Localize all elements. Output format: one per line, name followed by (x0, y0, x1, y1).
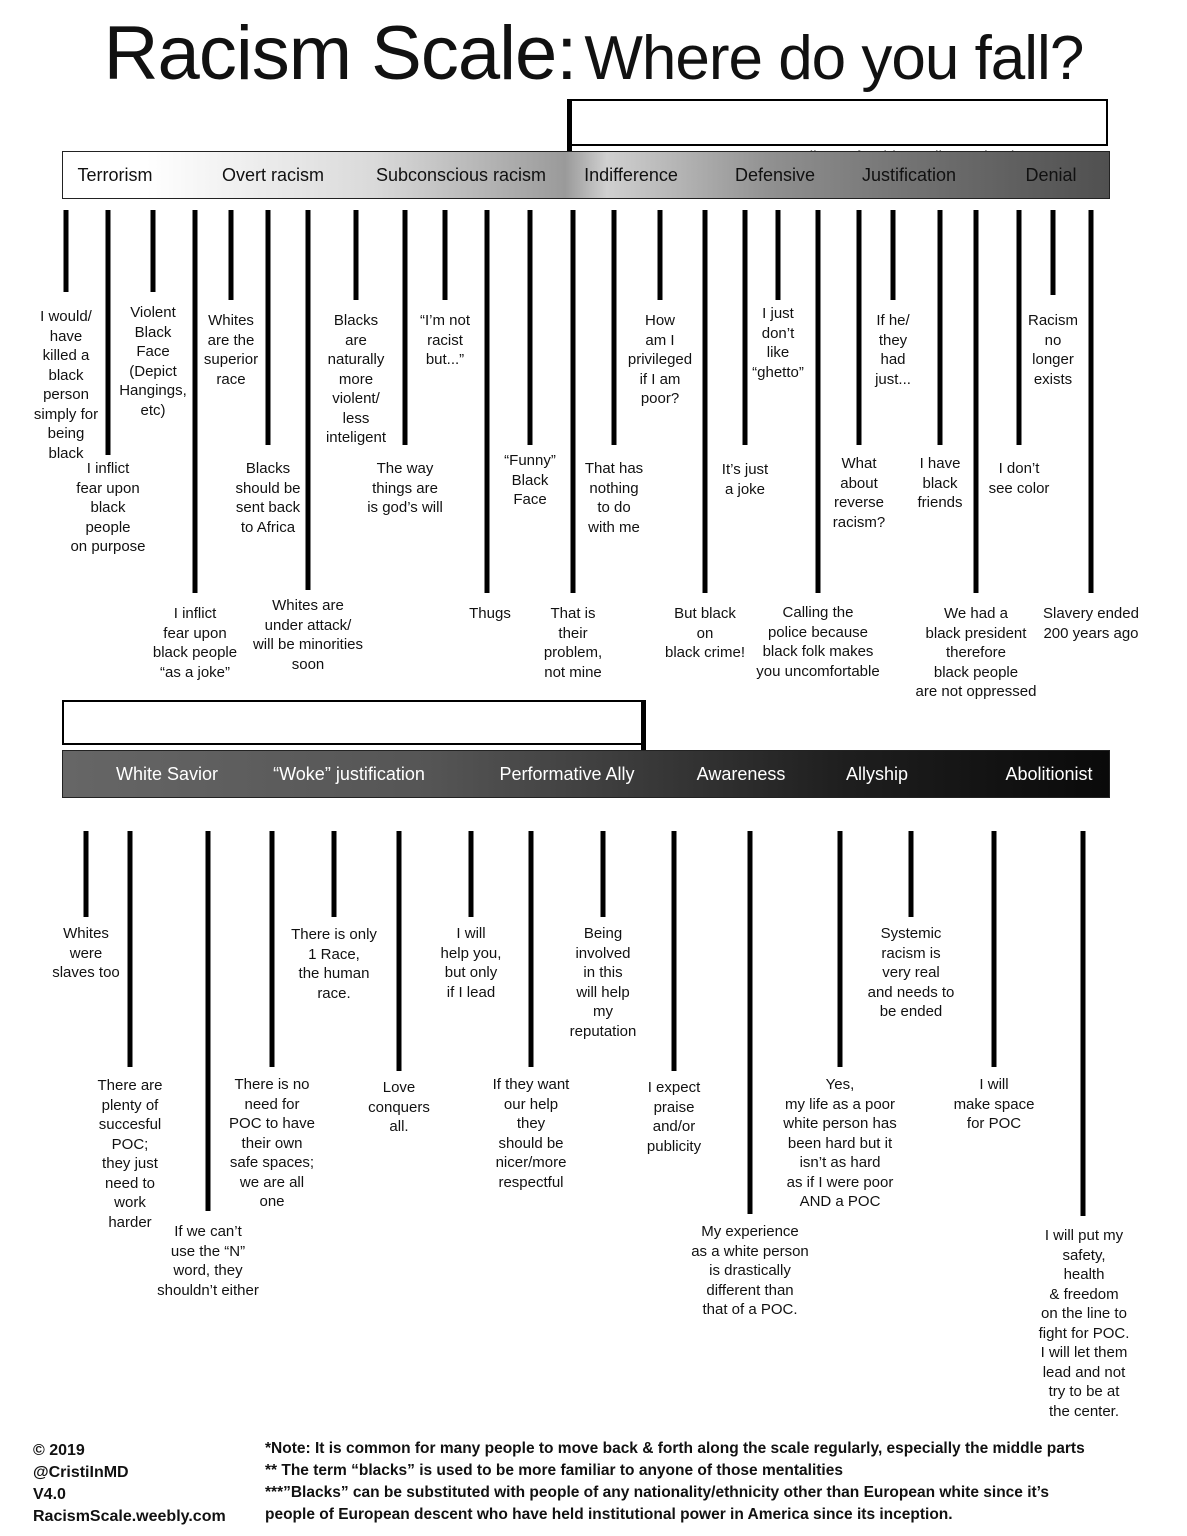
statement-label: Systemic racism is very real and needs to be ended (867, 925, 955, 1020)
statement-label: I don’t see color (988, 460, 1050, 497)
marker-line (529, 831, 534, 1067)
statement-label: If he/ they had just... (875, 312, 911, 388)
website-text: RacismScale.weebly.com (33, 1508, 226, 1525)
stage-overt-racism: Overt racism (221, 165, 325, 185)
marker-line (601, 831, 606, 917)
stage-indifference: Indifference (584, 165, 678, 185)
footnote: people of European descent who have held institutional power in America since its inception. (265, 1506, 953, 1523)
marker-line (1089, 210, 1094, 593)
compound-note (62, 700, 646, 745)
footnote: ***”Blacks” can be substituted with people of any nationality/ethnicity other than European white since it’s (265, 1484, 1050, 1501)
title-main: Racism Scale: (103, 11, 577, 96)
marker-line (64, 210, 69, 292)
statement-label: Yes, my life as a poor white person has been hard but it isn’t as hard as if I were poor AND a POC (783, 1076, 897, 1210)
marker-line (206, 831, 211, 1211)
marker-line (743, 210, 748, 445)
statement-label: There are plenty of succesful POC; they just need to work harder (97, 1077, 163, 1231)
marker-line (816, 210, 821, 593)
marker-line (528, 210, 533, 445)
statement-label: Violent Black Face (Depict Hangings, etc) (119, 304, 187, 419)
marker-line (974, 210, 979, 593)
statement-label: Love conquers all. (368, 1079, 430, 1135)
statement-label: I inflict fear upon black people “as a joke” (152, 605, 238, 681)
marker-line (938, 210, 943, 445)
statement-label: That is their problem, not mine (543, 605, 603, 681)
statement-label: I expect praise and/or publicity (646, 1079, 702, 1155)
marker-line (354, 210, 359, 300)
statement-label: I will help you, but only if I lead (440, 925, 502, 1001)
scale-bar-top (62, 151, 1110, 199)
statement-label: What about reverse racism? (832, 455, 886, 531)
marker-line (909, 831, 914, 917)
author-handle: @CristiInMD (33, 1464, 129, 1481)
copyright-text: © 2019 (33, 1442, 85, 1459)
marker-line (891, 210, 896, 300)
statement-label: I have black friends (917, 455, 963, 511)
statement-label: The way things are is god’s will (367, 460, 443, 516)
statement-label: Calling the police because black folk makes you uncomfortable (756, 604, 880, 680)
statement-label: If they want our help they should be nicer/more respectful (492, 1076, 570, 1191)
marker-line (84, 831, 89, 917)
marker-line (469, 831, 474, 917)
marker-line (106, 210, 111, 455)
marker-line (1081, 831, 1086, 1216)
marker-line (658, 210, 663, 300)
statement-label: I inflict fear upon black people on purpose (70, 460, 146, 555)
marker-line (857, 210, 862, 445)
marker-line (571, 210, 576, 593)
scale-bar-bottom (62, 750, 1110, 798)
marker-line (270, 831, 275, 1067)
stage-justification: Justification (861, 165, 957, 185)
statement-label: How am I privileged if I am poor? (627, 312, 693, 407)
stage-allyship: Allyship (845, 764, 909, 784)
marker-line (672, 831, 677, 1071)
marker-line (1051, 210, 1056, 295)
stage-subconscious-racism: Subconscious racism (375, 165, 547, 185)
stage-denial: Denial (1025, 165, 1077, 185)
marker-line (403, 210, 408, 445)
marker-line (992, 831, 997, 1067)
statement-label: Racism no longer exists (1027, 312, 1079, 388)
statement-label: Being involved in this will help my reputation (569, 925, 637, 1040)
marker-line (838, 831, 843, 1067)
marker-line (151, 210, 156, 292)
stage-abolitionist: Abolitionist (1005, 764, 1093, 784)
statement-label: There is only 1 Race, the human race. (291, 926, 377, 1002)
statement-label: But black on black crime! (664, 605, 746, 661)
stage-terrorism: Terrorism (77, 165, 153, 185)
statement-label: We had a black president therefore black people are not oppressed (915, 605, 1037, 700)
footer-notes (265, 1438, 1085, 1526)
statement-label: “I’m not racist but...” (419, 312, 471, 368)
statement-label: “Funny” Black Face (504, 452, 556, 508)
marker-line (1017, 210, 1022, 445)
marker-line (703, 210, 708, 593)
statement-label: My experience as a white person is drastically different than that of a POC. (691, 1223, 809, 1318)
statement-label: That has nothing to do with me (584, 460, 644, 536)
marker-line (485, 210, 490, 593)
marker-line (443, 210, 448, 300)
stage-performative-ally: Performative Ally (499, 764, 635, 784)
stage-white-savior: White Savior (115, 764, 219, 784)
statement-label: It’s just a joke (721, 461, 769, 498)
marker-line (128, 831, 133, 1067)
stage-woke-justification: “Woke” justification (273, 764, 425, 784)
marker-line (748, 831, 753, 1214)
statement-label: I will make space for POC (953, 1076, 1035, 1132)
statement-label: If we can’t use the “N” word, they shouldn’t either (157, 1223, 259, 1299)
statement-label: Blacks should be sent back to Africa (235, 460, 301, 536)
statement-label: Whites were slaves too (52, 925, 120, 981)
footer-credits (33, 1440, 226, 1528)
marker-line (332, 831, 337, 917)
statement-label: I will put my safety, health & freedom on the line to fight for POC. I will let them lead and not try to be at the center. (1038, 1227, 1130, 1420)
stage-awareness: Awareness (696, 764, 786, 784)
marker-line (229, 210, 234, 300)
statement-label: Thugs (469, 605, 511, 622)
marker-line (306, 210, 311, 590)
statement-label: Whites are under attack/ will be minorities soon (252, 597, 364, 673)
marker-line (397, 831, 402, 1071)
version-text: V4.0 (33, 1486, 66, 1503)
marker-line (776, 210, 781, 300)
marker-line (612, 210, 617, 445)
footnote: *Note: It is common for many people to move back & forth along the scale regularly, especially the middle parts (265, 1440, 1085, 1457)
footnote: ** The term “blacks” is used to be more familiar to anyone of those mentalities (265, 1462, 843, 1479)
statement-label: Slavery ended 200 years ago (1043, 605, 1139, 642)
white-guilt-note (567, 99, 1108, 146)
stage-defensive: Defensive (734, 165, 816, 185)
statement-label: I would/ have killed a black person simply for being black (33, 308, 99, 462)
title-sub: Where do you fall? (584, 24, 1084, 93)
marker-line (266, 210, 271, 445)
marker-line (193, 210, 198, 593)
statement-label: I just don’t like “ghetto” (752, 305, 804, 381)
page-title (0, 10, 1187, 97)
statement-label: Whites are the superior race (203, 312, 259, 388)
statement-label: There is no need for POC to have their own safe spaces; we are all one (229, 1076, 315, 1210)
note-pointer (567, 99, 572, 159)
statement-label: Blacks are naturally more violent/ less inteligent (325, 312, 387, 446)
